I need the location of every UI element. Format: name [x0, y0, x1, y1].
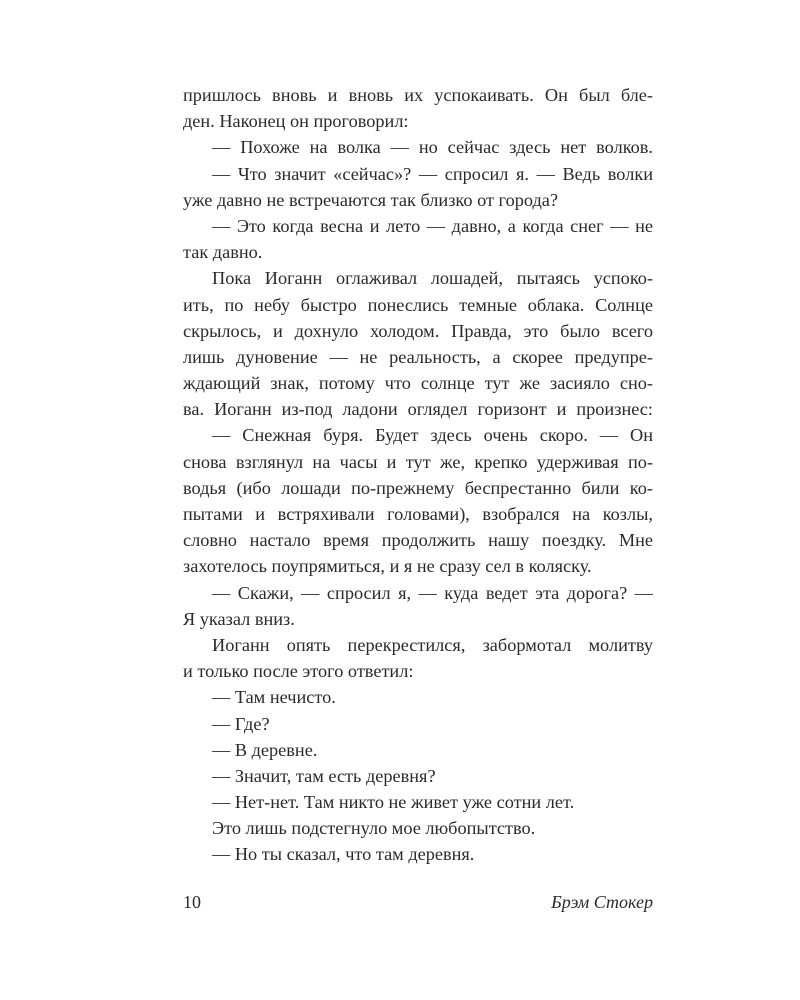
text-line: Пока Иоганн оглаживал лошадей, пытаясь успоко- — [212, 268, 653, 289]
text-line: Я указал вниз. — [183, 608, 295, 629]
text-line: — Снежная буря. Будет здесь очень скоро. — Он — [212, 425, 653, 446]
text-line: снова взглянул на часы и тут же, крепко удерживая по- — [183, 451, 653, 472]
text-line: ить, по небу быстро понеслись темные облака. Солнце — [183, 294, 653, 315]
text-line: ва. Иоганн из-под ладони оглядел горизонт и произнес: — [183, 399, 653, 420]
text-line: — Что значит «сейчас»? — спросил я. — Ведь волки — [212, 163, 653, 184]
text-line: водья (ибо лошади по-прежнему беспрестанно били ко- — [183, 477, 653, 498]
text-line: — Значит, там есть деревня? — [212, 765, 436, 786]
text-line: — Нет-нет. Там никто не живет уже сотни лет. — [212, 792, 575, 813]
text-line: Это лишь подстегнуло мое любопытство. — [212, 818, 536, 839]
text-line: — Это когда весна и лето — давно, а когда снег — не — [212, 215, 653, 236]
text-line: — Скажи, — спросил я, — куда ведет эта дорога? — — [212, 582, 653, 603]
page-body-text — [183, 82, 653, 868]
text-line: — Где? — [212, 713, 270, 734]
text-line: Иоганн опять перекрестился, забормотал молитву — [212, 634, 653, 655]
text-line: так давно. — [183, 242, 263, 263]
text-line: захотелось поупрямиться, и я не сразу сел в коляску. — [183, 556, 592, 577]
text-line: — Но ты сказал, что там деревня. — [212, 844, 475, 865]
text-line: пытами и встряхивали головами), взобрался на козлы, — [183, 504, 653, 524]
text-line: ден. Наконец он проговорил: — [183, 111, 409, 132]
text-line: — Похоже на волка — но сейчас здесь нет волков. — [212, 137, 653, 158]
text-line: ждающий знак, потому что солнце тут же засияло сно- — [183, 373, 653, 394]
text-line: и только после этого ответил: — [183, 661, 414, 682]
text-line: — Там нечисто. — [212, 687, 336, 708]
page-footer — [183, 892, 653, 913]
page-number: 10 — [183, 892, 201, 912]
text-line: скрылось, и дохнуло холодом. Правда, это было всего — [183, 320, 653, 341]
running-footer-author: Брэм Стокер — [551, 892, 653, 912]
text-line: лишь дуновение — не реальность, а скорее предупре- — [183, 346, 653, 367]
text-line: пришлось вновь и вновь их успокаивать. Он был бле- — [183, 85, 653, 105]
text-line: — В деревне. — [212, 739, 318, 760]
text-line: уже давно не встречаются так близко от города? — [183, 189, 559, 210]
text-line: словно настало время продолжить нашу поездку. Мне — [183, 530, 653, 551]
